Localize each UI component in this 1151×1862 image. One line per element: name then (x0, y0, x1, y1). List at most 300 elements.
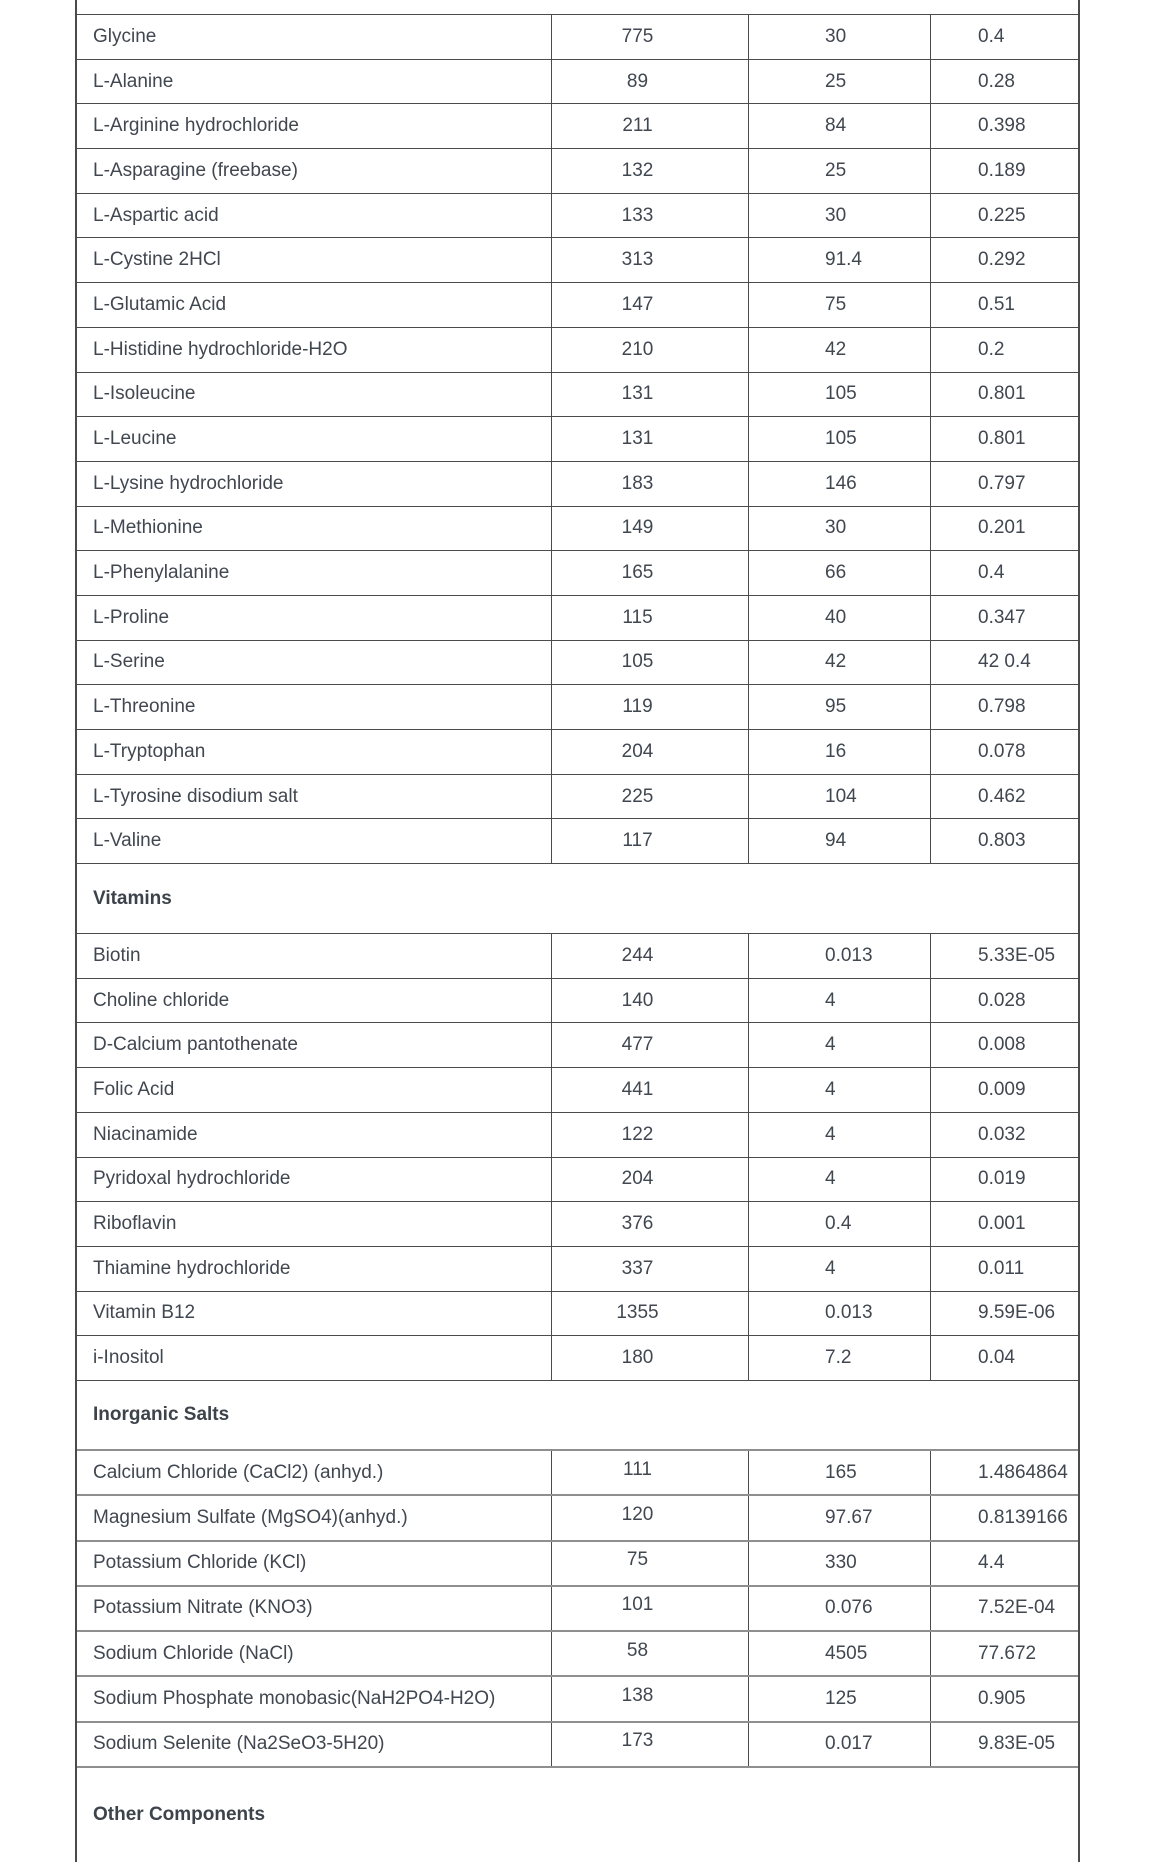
cell-text: 225 (621, 785, 654, 807)
cell-component-name (77, 1496, 552, 1539)
cell-text: 9.59E-06 (978, 1302, 1056, 1324)
section-header-other-components (77, 1768, 1078, 1862)
cell-text: 94 (825, 830, 847, 852)
cell-component-name (77, 934, 552, 978)
cell-concentration-mm (931, 1587, 1078, 1630)
cell-molecular-weight (552, 596, 749, 640)
cell-text: 0.078 (978, 740, 1026, 762)
cell-component-name (77, 283, 552, 327)
table-row (77, 934, 1078, 979)
cell-text: 0.201 (978, 517, 1026, 539)
cell-text: Potassium Chloride (KCl) (93, 1552, 307, 1574)
table-row (77, 507, 1078, 552)
cell-component-name (77, 551, 552, 595)
cell-concentration-mm (931, 194, 1078, 238)
cell-concentration-mm (931, 1496, 1078, 1539)
cell-concentration-mg-l (749, 1158, 931, 1202)
cell-text: 97.67 (825, 1506, 873, 1528)
cell-text: 9.83E-05 (978, 1733, 1056, 1755)
cell-molecular-weight (552, 1247, 749, 1291)
cell-text: 211 (622, 115, 653, 137)
cell-concentration-mm (931, 507, 1078, 551)
table-row (77, 1336, 1078, 1381)
cell-concentration-mg-l (749, 551, 931, 595)
cell-text: Pyridoxal hydrochloride (93, 1168, 291, 1190)
cell-text: 66 (825, 562, 847, 584)
table-body (77, 15, 1078, 1862)
cell-molecular-weight (552, 149, 749, 193)
table-row (77, 819, 1078, 864)
section-header-label: Vitamins (93, 887, 172, 909)
cell-concentration-mm (931, 730, 1078, 774)
cell-text: L-Valine (93, 830, 162, 852)
cell-concentration-mg-l (749, 934, 931, 978)
cell-text: 0.013 (825, 944, 873, 966)
cell-concentration-mm (931, 819, 1078, 863)
cell-text: 101 (621, 1594, 654, 1616)
cell-molecular-weight (552, 730, 749, 774)
cell-concentration-mm (931, 1723, 1078, 1766)
table-row (77, 462, 1078, 507)
cell-text: L-Lysine hydrochloride (93, 472, 284, 494)
table-row (77, 1451, 1078, 1496)
cell-text: 0.017 (825, 1733, 873, 1755)
cell-text: 0.905 (978, 1688, 1026, 1710)
cell-text: 337 (621, 1257, 654, 1279)
cell-text: 95 (825, 696, 847, 718)
cell-text: 441 (621, 1078, 654, 1100)
cell-text: 0.4 (978, 562, 1005, 584)
table-row (77, 596, 1078, 641)
cell-text: 0.347 (978, 606, 1026, 628)
cell-text: 376 (621, 1213, 654, 1235)
cell-concentration-mm (931, 417, 1078, 461)
cell-molecular-weight (552, 1113, 749, 1157)
cell-component-name (77, 417, 552, 461)
cell-text: 0.225 (978, 204, 1026, 226)
cell-component-name (77, 730, 552, 774)
cell-concentration-mg-l (749, 1068, 931, 1112)
cell-text: 775 (621, 25, 654, 47)
cell-component-name (77, 1068, 552, 1112)
cell-concentration-mg-l (749, 1723, 931, 1766)
cell-concentration-mg-l (749, 60, 931, 104)
cell-concentration-mg-l (749, 1336, 931, 1380)
cell-component-name (77, 641, 552, 685)
cell-molecular-weight (552, 685, 749, 729)
cell-text: 115 (622, 606, 653, 628)
cell-component-name (77, 685, 552, 729)
cell-text: 138 (621, 1685, 654, 1707)
cell-component-name (77, 1542, 552, 1585)
cell-text: Potassium Nitrate (KNO3) (93, 1597, 313, 1619)
cell-text: 1.4864864 (978, 1461, 1068, 1483)
cell-molecular-weight (552, 641, 749, 685)
cell-concentration-mm (931, 15, 1078, 59)
cell-component-name (77, 979, 552, 1023)
cell-text: Sodium Chloride (NaCl) (93, 1642, 294, 1664)
cell-concentration-mg-l (749, 417, 931, 461)
table-row (77, 979, 1078, 1024)
cell-text: L-Arginine hydrochloride (93, 115, 299, 137)
table-row (77, 775, 1078, 820)
cell-text: D-Calcium pantothenate (93, 1034, 298, 1056)
cell-text: 30 (825, 517, 847, 539)
cell-text: 0.797 (978, 472, 1026, 494)
cell-text: 0.019 (978, 1168, 1026, 1190)
cell-text: 131 (621, 383, 654, 405)
cell-text: 0.189 (978, 159, 1026, 181)
cell-concentration-mg-l (749, 685, 931, 729)
cell-text: 0.51 (978, 293, 1015, 315)
cell-text: Biotin (93, 944, 141, 966)
cell-component-name (77, 1023, 552, 1067)
cell-concentration-mm (931, 283, 1078, 327)
cell-text: 0.076 (825, 1597, 873, 1619)
table-row (77, 1023, 1078, 1068)
cell-text: Riboflavin (93, 1213, 177, 1235)
table-row (77, 328, 1078, 373)
cell-component-name (77, 1677, 552, 1720)
cell-concentration-mm (931, 238, 1078, 282)
cell-text: 244 (621, 944, 654, 966)
cell-text: 5.33E-05 (978, 944, 1056, 966)
cell-concentration-mm (931, 149, 1078, 193)
cell-concentration-mm (931, 1632, 1078, 1675)
table-row (77, 15, 1078, 60)
cell-text: 183 (621, 472, 654, 494)
table-row (77, 1247, 1078, 1292)
cell-concentration-mm (931, 1023, 1078, 1067)
cell-text: 4505 (825, 1642, 868, 1664)
cell-concentration-mm (931, 60, 1078, 104)
cell-concentration-mg-l (749, 507, 931, 551)
cell-text: Choline chloride (93, 989, 230, 1011)
cell-concentration-mg-l (749, 194, 931, 238)
cell-component-name (77, 1336, 552, 1380)
cell-component-name (77, 194, 552, 238)
cell-text: Niacinamide (93, 1123, 198, 1145)
table-row (77, 1542, 1078, 1587)
cell-text: L-Leucine (93, 428, 177, 450)
cell-text: 330 (825, 1552, 857, 1574)
cell-text: Folic Acid (93, 1078, 175, 1100)
cell-molecular-weight (552, 775, 749, 819)
table-row (77, 149, 1078, 194)
cell-concentration-mg-l (749, 730, 931, 774)
cell-concentration-mm (931, 1247, 1078, 1291)
cell-text: L-Asparagine (freebase) (93, 159, 298, 181)
cell-concentration-mg-l (749, 373, 931, 417)
cell-molecular-weight (552, 1496, 749, 1539)
cell-text: Vitamin B12 (93, 1302, 196, 1324)
cell-molecular-weight (552, 1158, 749, 1202)
cell-concentration-mg-l (749, 1292, 931, 1336)
cell-text: Magnesium Sulfate (MgSO4)(anhyd.) (93, 1506, 408, 1528)
cell-text: 7.52E-04 (978, 1597, 1056, 1619)
cell-molecular-weight (552, 417, 749, 461)
cell-text: 4.4 (978, 1552, 1005, 1574)
cell-text: 204 (621, 740, 654, 762)
cell-concentration-mg-l (749, 1542, 931, 1585)
cell-text: 40 (825, 606, 847, 628)
cell-text: 75 (825, 293, 847, 315)
cell-molecular-weight (552, 60, 749, 104)
cell-concentration-mm (931, 373, 1078, 417)
cell-text: 30 (825, 204, 847, 226)
cell-concentration-mm (931, 1113, 1078, 1157)
cell-component-name (77, 149, 552, 193)
cell-concentration-mm (931, 979, 1078, 1023)
cell-molecular-weight (552, 283, 749, 327)
cell-text: 0.292 (978, 249, 1026, 271)
cell-concentration-mg-l (749, 462, 931, 506)
cut-off-row (77, 0, 1078, 15)
cell-text: L-Proline (93, 606, 170, 628)
cell-text: 146 (825, 472, 857, 494)
cell-molecular-weight (552, 1336, 749, 1380)
cell-component-name (77, 507, 552, 551)
cell-text: Calcium Chloride (CaCl2) (anhyd.) (93, 1461, 384, 1483)
section-header-inorganic-salts (77, 1381, 1078, 1451)
table-row (77, 1292, 1078, 1337)
table-row (77, 685, 1078, 730)
cell-concentration-mg-l (749, 1677, 931, 1720)
cell-molecular-weight (552, 1723, 749, 1766)
cell-concentration-mm (931, 1158, 1078, 1202)
cell-concentration-mg-l (749, 1632, 931, 1675)
cell-concentration-mm (931, 551, 1078, 595)
cell-concentration-mg-l (749, 149, 931, 193)
cell-molecular-weight (552, 1587, 749, 1630)
table-row (77, 1632, 1078, 1677)
cell-concentration-mg-l (749, 1113, 931, 1157)
cell-text: 105 (621, 651, 654, 673)
cell-text: 25 (825, 159, 847, 181)
cell-text: 42 0.4 (978, 651, 1031, 673)
cell-text: 77.672 (978, 1642, 1037, 1664)
cell-text: 0.462 (978, 785, 1026, 807)
cell-text: Thiamine hydrochloride (93, 1257, 291, 1279)
table-row (77, 104, 1078, 149)
cell-text: 0.013 (825, 1302, 873, 1324)
cell-concentration-mm (931, 104, 1078, 148)
cell-text: 4 (825, 1123, 836, 1145)
cell-concentration-mm (931, 596, 1078, 640)
cell-text: 131 (621, 428, 654, 450)
cell-text: 0.801 (978, 428, 1026, 450)
table-row (77, 283, 1078, 328)
cell-component-name (77, 1723, 552, 1766)
cell-text: 147 (621, 293, 654, 315)
cell-text: 477 (621, 1034, 654, 1056)
cell-text: 75 (626, 1549, 649, 1571)
cell-text: 165 (621, 562, 654, 584)
cell-text: 313 (621, 249, 654, 271)
section-header-vitamins (77, 864, 1078, 934)
cell-concentration-mg-l (749, 1496, 931, 1539)
cell-component-name (77, 1113, 552, 1157)
table-row (77, 1496, 1078, 1541)
cell-molecular-weight (552, 373, 749, 417)
cell-text: 30 (825, 25, 847, 47)
cell-text: 0.4 (978, 25, 1005, 47)
cell-molecular-weight (552, 1068, 749, 1112)
table-row (77, 641, 1078, 686)
cell-concentration-mm (931, 1451, 1078, 1494)
cell-component-name (77, 596, 552, 640)
cell-text: 1355 (616, 1302, 659, 1324)
cell-text: 111 (623, 1458, 652, 1480)
cell-text: 0.28 (978, 70, 1015, 92)
cell-concentration-mg-l (749, 328, 931, 372)
section-header-label: Other Components (93, 1804, 266, 1826)
cell-component-name (77, 775, 552, 819)
cell-text: i-Inositol (93, 1347, 164, 1369)
cell-molecular-weight (552, 15, 749, 59)
cell-component-name (77, 1158, 552, 1202)
cell-text: 0.4 (825, 1213, 852, 1235)
cell-text: 7.2 (825, 1347, 852, 1369)
cell-component-name (77, 15, 552, 59)
cell-text: 4 (825, 1078, 836, 1100)
cell-text: 0.798 (978, 696, 1026, 718)
cell-text: 91.4 (825, 249, 862, 271)
cell-text: Sodium Phosphate monobasic(NaH2PO4-H2O) (93, 1688, 496, 1710)
cell-text: 84 (825, 115, 847, 137)
cell-concentration-mg-l (749, 641, 931, 685)
cell-molecular-weight (552, 462, 749, 506)
cell-concentration-mg-l (749, 1451, 931, 1494)
cell-concentration-mg-l (749, 819, 931, 863)
cell-component-name (77, 1247, 552, 1291)
cell-molecular-weight (552, 1451, 749, 1494)
cell-concentration-mm (931, 1336, 1078, 1380)
cell-component-name (77, 328, 552, 372)
components-table (75, 0, 1080, 1862)
cell-molecular-weight (552, 104, 749, 148)
cell-text: 132 (621, 159, 654, 181)
cell-text: L-Histidine hydrochloride-H2O (93, 338, 348, 360)
cell-component-name (77, 373, 552, 417)
table-row (77, 1677, 1078, 1722)
cell-text: 4 (825, 1168, 836, 1190)
cell-text: 0.011 (978, 1257, 1025, 1279)
cell-concentration-mg-l (749, 979, 931, 1023)
cell-concentration-mg-l (749, 1202, 931, 1246)
cell-text: L-Tryptophan (93, 740, 206, 762)
cell-text: 140 (621, 989, 654, 1011)
table-row (77, 551, 1078, 596)
cell-concentration-mg-l (749, 1247, 931, 1291)
cell-text: 173 (621, 1730, 654, 1752)
cell-text: 4 (825, 1034, 836, 1056)
cell-component-name (77, 1292, 552, 1336)
cell-text: L-Glutamic Acid (93, 293, 227, 315)
cell-molecular-weight (552, 551, 749, 595)
cell-text: 25 (825, 70, 847, 92)
cell-text: 0.001 (978, 1213, 1026, 1235)
cell-text: 149 (621, 517, 654, 539)
cell-concentration-mm (931, 1202, 1078, 1246)
cell-text: Glycine (93, 25, 157, 47)
cell-text: 120 (621, 1503, 654, 1525)
cell-text: L-Tyrosine disodium salt (93, 785, 298, 807)
cell-text: 0.04 (978, 1347, 1015, 1369)
cell-molecular-weight (552, 934, 749, 978)
cell-concentration-mg-l (749, 283, 931, 327)
cell-text: 0.008 (978, 1034, 1026, 1056)
cell-text: 204 (621, 1168, 654, 1190)
cell-concentration-mg-l (749, 1587, 931, 1630)
cell-concentration-mm (931, 775, 1078, 819)
cell-component-name (77, 238, 552, 282)
cell-text: 0.8139166 (978, 1506, 1068, 1528)
table-row (77, 417, 1078, 462)
cell-text: 0.803 (978, 830, 1026, 852)
cell-molecular-weight (552, 1202, 749, 1246)
cell-text: 119 (622, 696, 653, 718)
cell-text: L-Alanine (93, 70, 174, 92)
cell-concentration-mg-l (749, 238, 931, 282)
cell-text: 0.032 (978, 1123, 1026, 1145)
cell-concentration-mm (931, 1677, 1078, 1720)
table-row (77, 60, 1078, 105)
cell-molecular-weight (552, 1677, 749, 1720)
cell-concentration-mg-l (749, 104, 931, 148)
cell-text: L-Isoleucine (93, 383, 196, 405)
cell-concentration-mm (931, 1068, 1078, 1112)
cell-concentration-mm (931, 462, 1078, 506)
cell-text: 4 (825, 1257, 836, 1279)
cell-text: 0.009 (978, 1078, 1026, 1100)
cell-text: 133 (621, 204, 654, 226)
cell-molecular-weight (552, 328, 749, 372)
cell-concentration-mm (931, 328, 1078, 372)
cell-text: Sodium Selenite (Na2SeO3-5H20) (93, 1733, 385, 1755)
table-row (77, 1113, 1078, 1158)
cell-concentration-mg-l (749, 1023, 931, 1067)
cell-molecular-weight (552, 507, 749, 551)
cell-molecular-weight (552, 819, 749, 863)
section-header-label: Inorganic Salts (93, 1403, 230, 1425)
cell-concentration-mm (931, 1292, 1078, 1336)
cell-concentration-mm (931, 685, 1078, 729)
cell-text: L-Phenylalanine (93, 562, 230, 584)
cell-concentration-mm (931, 1542, 1078, 1585)
cell-text: 0.801 (978, 383, 1026, 405)
cell-text: 125 (825, 1688, 857, 1710)
cell-component-name (77, 1202, 552, 1246)
cell-text: 16 (825, 740, 847, 762)
cell-component-name (77, 1587, 552, 1630)
cell-text: 89 (626, 70, 649, 92)
table-row (77, 1202, 1078, 1247)
cell-molecular-weight (552, 979, 749, 1023)
cell-text: 180 (621, 1347, 654, 1369)
table-row (77, 1158, 1078, 1203)
cell-text: 58 (626, 1639, 649, 1661)
cell-text: 117 (622, 830, 653, 852)
cell-text: 105 (825, 428, 857, 450)
cell-text: 105 (825, 383, 857, 405)
cell-concentration-mg-l (749, 15, 931, 59)
table-row (77, 1587, 1078, 1632)
cell-component-name (77, 1451, 552, 1494)
table-row (77, 373, 1078, 418)
table-row (77, 1068, 1078, 1113)
cell-text: 42 (825, 651, 847, 673)
